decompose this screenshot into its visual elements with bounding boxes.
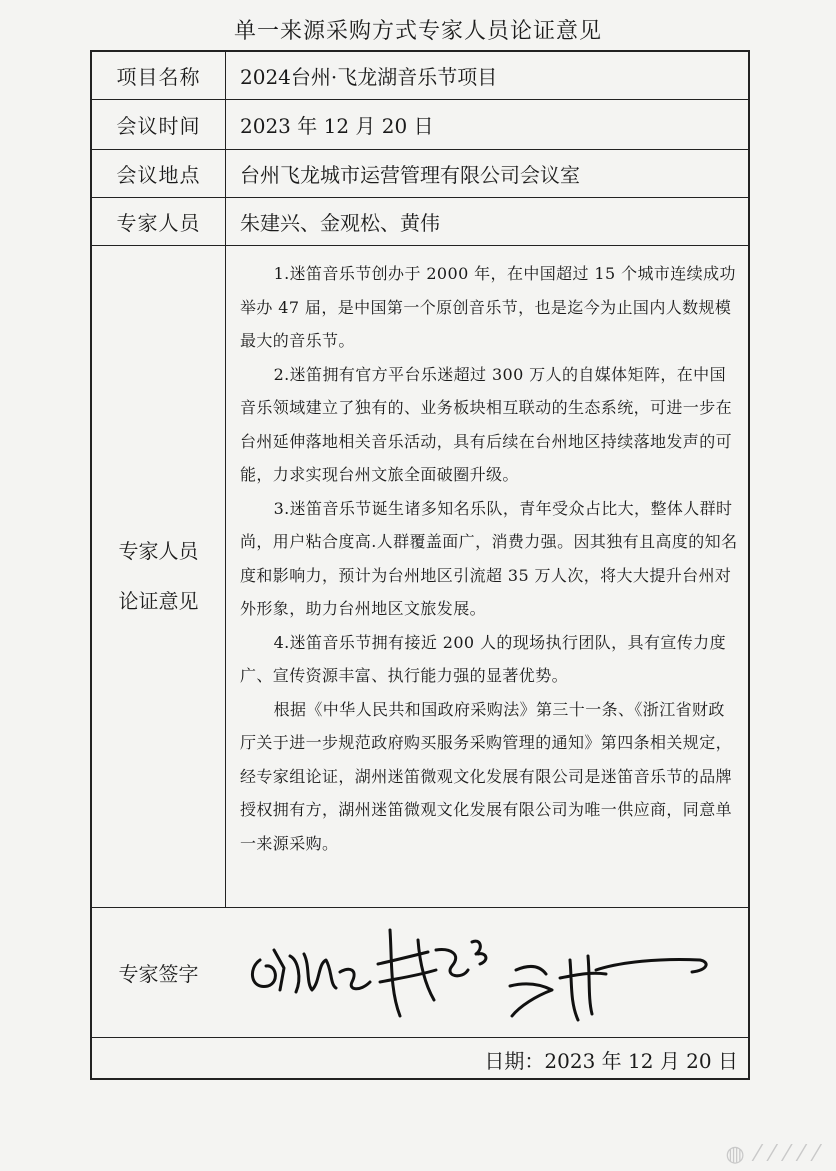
signature-stroke bbox=[472, 941, 486, 964]
opinion-paragraph-2: 2.迷笛拥有官方平台乐迷超过 300 万人的自媒体矩阵，在中国音乐领域建立了独有的、业务板块相互联动的生态系统，可进一步在台州延伸落地相关音乐活动，具有后续在台州地区持续落地发声的可能，力求实现台州文旅全面破圈升级。 bbox=[240, 364, 733, 484]
row-divider bbox=[92, 245, 748, 246]
document-title: 单一来源采购方式专家人员论证意见 bbox=[233, 19, 602, 44]
signature-stroke bbox=[378, 952, 436, 982]
watermark-text: ◍ ⁄ ⁄ ⁄ ⁄ ⁄ bbox=[725, 1142, 820, 1167]
signature-stroke bbox=[274, 950, 299, 992]
opinion-text bbox=[240, 257, 740, 860]
form-table bbox=[90, 50, 750, 1080]
opinion-paragraph-4: 4.迷笛音乐节拥有接近 200 人的现场执行团队，具有宣传力度广、宣传资源丰富、执行能力强的显著优势。 bbox=[240, 632, 726, 685]
opinion-paragraph-5: 根据《中华人民共和国政府采购法》第三十一条、《浙江省财政厅关于进一步规范政府购买服务采购管理的通知》第四条相关规定，经专家组论证，湖州迷笛微观文化发展有限公司是迷笛音乐节的品牌授权拥有方，湖州迷笛微观文化发展有限公司为唯一供应商，同意单一来源采购。 bbox=[240, 699, 733, 853]
meeting-time-value: 2023 年 12 月 20 日 bbox=[240, 113, 434, 138]
signature-stroke bbox=[560, 956, 606, 1020]
project-name-label: 项目名称 bbox=[116, 65, 201, 89]
opinion-paragraph-1: 1.迷笛音乐节创办于 2000 年，在中国超过 15 个城市连续成功举办 47 届，是中国第一个原创音乐节，也是迄今为止国内人数规模最大的音乐节。 bbox=[240, 264, 736, 350]
signing-date: 日期：2023 年 12 月 20 日 bbox=[484, 1049, 738, 1073]
opinion-paragraph-3: 3.迷笛音乐节诞生诸多知名乐队，青年受众占比大，整体人群时尚，用户粘合度高.人群覆盖面广，消费力强。因其独有且高度的知名度和影响力，预计为台州地区引流超 35 万人次，将大大提升台州对外形象，助力台州地区文旅发展。 bbox=[240, 498, 738, 618]
opinion-label-line2: 论证意见 bbox=[118, 589, 199, 613]
signature-stroke bbox=[340, 969, 370, 989]
signature-stroke bbox=[304, 954, 336, 990]
handwritten-signatures bbox=[240, 920, 740, 1030]
signature-stroke bbox=[596, 959, 706, 972]
signature-stroke bbox=[390, 930, 400, 1016]
meeting-place-value: 台州飞龙城市运营管理有限公司会议室 bbox=[240, 162, 580, 187]
experts-value: 朱建兴、金观松、黄伟 bbox=[240, 210, 440, 235]
signature-stroke bbox=[510, 967, 552, 1016]
signature-stroke bbox=[252, 960, 275, 986]
meeting-time-label: 会议时间 bbox=[116, 113, 201, 138]
column-divider bbox=[225, 52, 226, 907]
signature-stroke bbox=[418, 940, 468, 1000]
opinion-label-line1: 专家人员 bbox=[118, 539, 199, 563]
experts-label: 专家人员 bbox=[116, 210, 201, 235]
project-name-value: 2024台州·飞龙湖音乐节项目 bbox=[240, 65, 498, 89]
opinion-label bbox=[92, 526, 225, 626]
signature-label: 专家签字 bbox=[118, 961, 199, 986]
meeting-place-label: 会议地点 bbox=[116, 162, 201, 187]
